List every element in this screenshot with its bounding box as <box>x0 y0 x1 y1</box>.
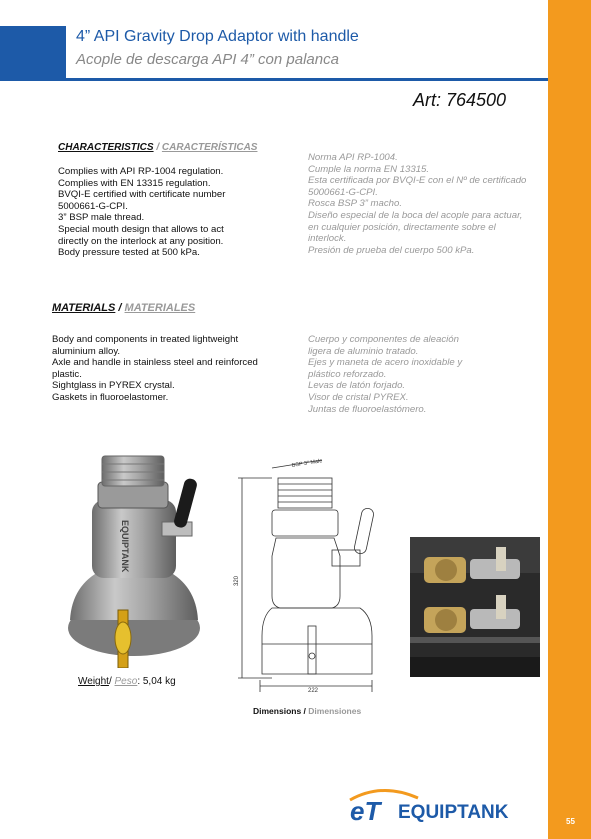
materials-list-en <box>52 334 300 404</box>
width-dimension: 222 <box>308 688 319 694</box>
materials-heading-en: MATERIALS <box>52 302 116 314</box>
thread-label: BSP 3" Male <box>291 458 323 469</box>
installation-photo <box>410 537 540 677</box>
list-item: plastic. <box>52 368 82 380</box>
list-item: plástico reforzado. <box>308 368 387 380</box>
list-item: Axle and handle in stainless steel and reinforced <box>52 357 258 369</box>
header-accent-block <box>0 26 66 79</box>
list-item: Juntas de fluoroelastómero. <box>308 403 427 415</box>
technical-drawing <box>232 456 402 696</box>
list-item: directly on the interlock at any position. <box>58 235 224 247</box>
heading-separator: / <box>115 302 125 314</box>
article-number: Art: 764500 <box>413 90 507 110</box>
list-item: Esta certificada por BVQI-E con el Nº de certificado <box>308 175 527 187</box>
weight-label-en: Weight <box>78 676 109 687</box>
list-item: Diseño especial de la boca del acople para actuar, <box>308 209 523 221</box>
list-item: Visor de cristal PYREX. <box>308 391 409 403</box>
list-item: Presión de prueba del cuerpo 500 kPa. <box>308 244 475 256</box>
heading-separator: / <box>153 142 162 153</box>
list-item: Body pressure tested at 500 kPa. <box>58 247 200 259</box>
materials-heading <box>52 302 195 314</box>
side-accent-bar <box>548 0 591 839</box>
list-item: Gaskets in fluoroelastomer. <box>52 391 169 403</box>
logo-wordmark: EQUIPTANK <box>398 802 509 823</box>
dimensions-separator: / <box>301 706 309 716</box>
list-item: Complies with API RP-1004 regulation. <box>58 166 224 177</box>
list-item: Body and components in treated lightweight <box>52 334 239 345</box>
header-rule <box>0 78 548 81</box>
list-item: 5000661-G-CPI. <box>308 186 378 198</box>
characteristics-heading-en: CHARACTERISTICS <box>58 142 154 153</box>
logo-mark-text: eT <box>350 796 381 824</box>
list-item: 3” BSP male thread. <box>58 212 145 224</box>
product-photo <box>62 450 212 668</box>
characteristics-heading-es: CARACTERÍSTICAS <box>161 142 258 153</box>
logo-mark <box>346 782 526 824</box>
list-item: Levas de latón forjado. <box>308 380 406 392</box>
product-logo-text: EQUIPTANK <box>120 520 130 573</box>
company-logo <box>346 782 526 829</box>
dimensions-label-en: Dimensions <box>253 706 302 716</box>
title-spanish: Acople de descarga API 4” con palanca <box>76 51 339 68</box>
list-item: Special mouth design that allows to act <box>58 223 224 235</box>
list-item: BVQI-E certified with certificate number <box>58 189 226 201</box>
characteristics-list-en <box>58 166 298 259</box>
list-item: aluminium alloy. <box>52 345 121 357</box>
dimensions-caption <box>253 706 361 716</box>
list-item: Cumple la norma EN 13315. <box>308 163 430 175</box>
weight-value: : 5,04 kg <box>137 676 176 687</box>
characteristics-heading <box>58 142 257 153</box>
weight-label <box>78 676 176 687</box>
materials-heading-es: MATERIALES <box>124 302 196 314</box>
list-item: Norma API RP-1004. <box>308 152 398 163</box>
list-item: ligera de aluminio tratado. <box>308 345 419 357</box>
list-item: Sightglass in PYREX crystal. <box>52 380 175 392</box>
title-english: 4” API Gravity Drop Adaptor with handle <box>76 28 359 45</box>
dimensions-label-es: Dimensiones <box>308 706 362 716</box>
weight-separator: / <box>108 676 115 687</box>
weight-label-es: Peso <box>114 676 138 687</box>
list-item: interlock. <box>308 233 347 245</box>
list-item: 5000661-G-CPI. <box>58 200 128 212</box>
list-item: Cuerpo y componentes de aleación <box>308 334 459 345</box>
list-item: Rosca BSP 3” macho. <box>308 198 403 210</box>
list-item: en cualquier posición, directamente sobre el <box>308 221 496 233</box>
list-item: Ejes y maneta de acero inoxidable y <box>308 357 463 369</box>
list-item: Complies with EN 13315 regulation. <box>58 177 211 189</box>
page-number: 55 <box>566 817 575 826</box>
materials-list-es <box>308 334 548 415</box>
characteristics-list-es <box>308 152 568 256</box>
height-dimension: 320 <box>234 575 240 586</box>
